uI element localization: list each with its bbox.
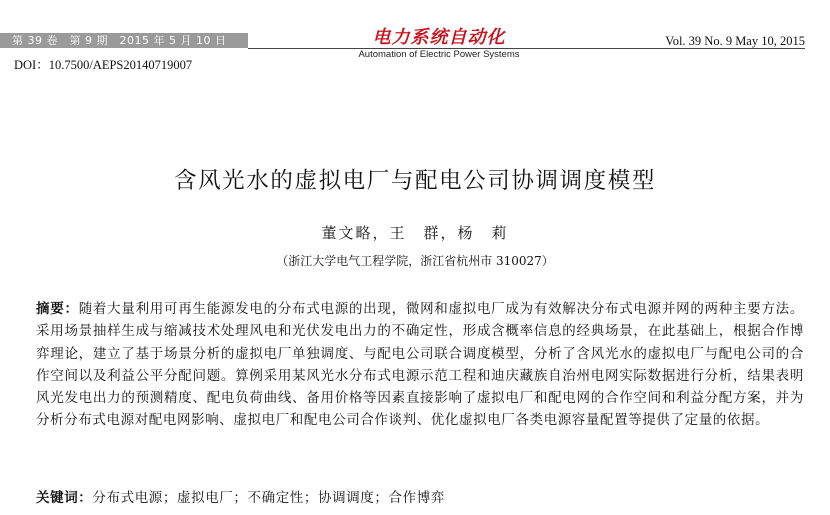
issue-info-bar	[0, 33, 248, 48]
volume-info: Vol. 39 No. 9 May 10, 2015	[665, 34, 805, 48]
journal-name-en: Automation of Electric Power Systems	[358, 49, 520, 60]
journal-logo	[349, 27, 529, 61]
abstract-text: 随着大量利用可再生能源发电的分布式电源的出现，微网和虚拟电厂成为有效解决分布式电源并网的两种主要方法。采用场景抽样生成与缩减技术处理风电和光伏发电出力的不确定性，形成含概率信息的经典场景，在此基础上，根据合作博弈理论，建立了基于场景分析的虚拟电厂单独调度、与配电公司联合调度模型，分析了含风光水的虚拟电厂与配电公司的合作空间以及利益公平分配问题。算例采用某风光水分布式电源示范工程和迪庆藏族自治州电网实际数据进行分析，结果表明风光发电出力的预测精度、配电负荷曲线、备用价格等因素直接影响了虚拟电厂和配电网的合作空间和利益分配方案，并为分析分布式电源对配电网影响、虚拟电厂和配电公司合作谈判、优化虚拟电厂各类电源容量配置等提供了定量的依据。	[36, 301, 804, 429]
keywords	[36, 487, 804, 509]
affiliation: （浙江大学电气工程学院，浙江省杭州市 310027）	[276, 254, 554, 268]
author-list: 董文略，王 群，杨 莉	[321, 224, 509, 242]
keywords-text: 分布式电源；虚拟电厂；不确定性；协调调度；合作博弈	[92, 490, 445, 506]
abstract-label: 摘要：	[36, 301, 79, 317]
issue-info: 第 39 卷 第 9 期 2015 年 5 月 10 日	[12, 34, 227, 47]
doi: DOI：10.7500/AEPS20140719007	[14, 58, 193, 72]
abstract	[36, 298, 804, 432]
keywords-label: 关键词：	[36, 490, 93, 506]
paper-title: 含风光水的虚拟电厂与配电公司协调调度模型	[173, 168, 656, 194]
journal-name-cn: 电力系统自动化	[372, 27, 506, 48]
